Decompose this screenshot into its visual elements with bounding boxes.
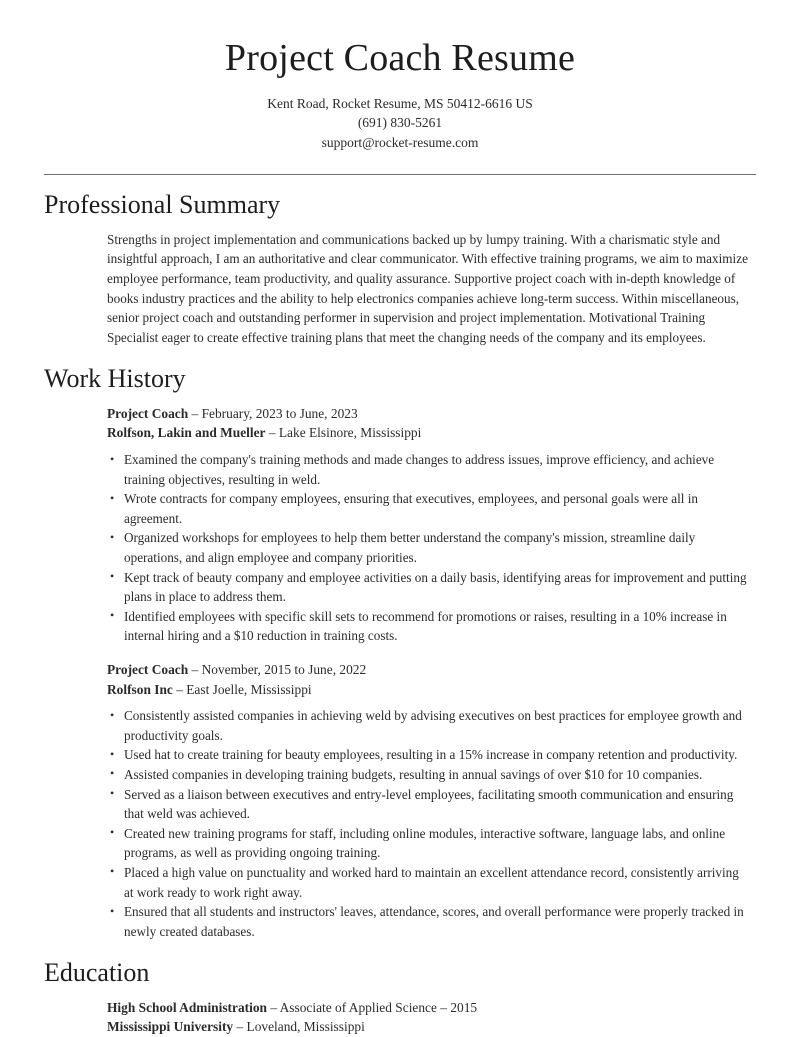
education-program: High School Administration xyxy=(107,999,267,1015)
job-company: Rolfson, Lakin and Mueller xyxy=(107,425,266,441)
education-school-line xyxy=(107,1017,750,1037)
job-dates: February, 2023 to June, 2023 xyxy=(201,405,358,421)
section-professional-summary xyxy=(44,189,756,347)
professional-summary-body xyxy=(44,230,756,348)
education-separator: – xyxy=(436,999,451,1015)
job-bullet-list xyxy=(107,450,750,646)
page-title: Project Coach Resume xyxy=(224,37,576,79)
education-separator: – xyxy=(233,1019,247,1035)
job-separator: – xyxy=(188,661,202,677)
contact-phone: (691) 830-5261 xyxy=(357,115,443,131)
education-degree: Associate of Applied Science xyxy=(279,999,437,1015)
job-separator: – xyxy=(265,425,279,441)
education-school: Mississippi University xyxy=(107,1019,234,1035)
education-separator: – xyxy=(266,999,280,1015)
professional-summary-text: Strengths in project implementation and communications backed up by lumpy training. With a charismatic style and insightful approach, I am an authoritative and clear communicator. With effective training programs, we aim to maximize employee performance, team productivity, and quality assurance. Supportive project coach with in-depth knowledge of books industry practices and the ability to help electronics companies achieve long-term success. Within miscellaneous, senior project coach and outstanding performer in supervision and project implementation. Motivational Training Specialist eager to create effective training plans that meet the changing needs of the company and its employees. xyxy=(107,231,748,345)
job-bullet: • Assisted companies in developing training budgets, resulting in annual savings of over $10 for 10 companies. xyxy=(107,765,750,785)
job-bullet-list xyxy=(107,706,750,941)
job-position: Project Coach xyxy=(107,661,189,677)
job-bullet: • Wrote contracts for company employees, ensuring that executives, employees, and personal goals were all in agreement. xyxy=(107,489,750,528)
job-bullet: • Placed a high value on punctuality and worked hard to maintain an excellent attendance record, consistently arriving at work ready to work right away. xyxy=(107,863,750,902)
job-bullet: • Created new training programs for staff, including online modules, interactive software, language labs, and online programs, as well as providing ongoing training. xyxy=(107,824,750,863)
job-separator: – xyxy=(188,405,202,421)
job-bullet: • Examined the company's training methods and made changes to address issues, improve efficiency, and achieve training objectives, resulting in weld. xyxy=(107,450,750,489)
job-dates: November, 2015 to June, 2022 xyxy=(201,661,367,677)
education-body xyxy=(44,998,756,1037)
job-bullet: • Used hat to create training for beauty employees, resulting in a 15% increase in company retention and productivity. xyxy=(107,745,750,765)
job-title-line xyxy=(107,404,750,424)
contact-block xyxy=(44,94,756,153)
education-location: Loveland, Mississippi xyxy=(246,1019,365,1035)
section-title-education: Education xyxy=(44,958,150,988)
job-bullet: • Organized workshops for employees to help them better understand the company's mission, streamline daily operations, and align employee and company priorities. xyxy=(107,528,750,567)
section-title-work-history: Work History xyxy=(44,364,186,394)
contact-address: Kent Road, Rocket Resume, MS 50412-6616 US xyxy=(267,95,533,111)
job-bullet: • Identified employees with specific skill sets to recommend for promotions or raises, resulting in a 10% increase in internal hiring and a $10 reduction in training costs. xyxy=(107,607,750,646)
work-history-job xyxy=(107,660,750,941)
section-education xyxy=(44,957,756,1037)
job-location: East Joelle, Mississippi xyxy=(186,681,312,697)
education-entry xyxy=(107,998,750,1037)
section-work-history xyxy=(44,363,756,941)
job-company-line xyxy=(107,423,750,443)
job-bullet: • Kept track of beauty company and employee activities on a daily basis, identifying areas for improvement and putting plans in place to address them. xyxy=(107,568,750,607)
job-company-line xyxy=(107,680,750,700)
job-title-line xyxy=(107,660,750,680)
work-history-job xyxy=(107,404,750,646)
header-divider xyxy=(44,174,756,175)
section-title-professional-summary: Professional Summary xyxy=(44,190,281,220)
job-separator: – xyxy=(172,681,187,697)
job-bullet: • Ensured that all students and instructors' leaves, attendance, scores, and overall performance were properly tracked in newly created databases. xyxy=(107,902,750,941)
education-program-line xyxy=(107,998,750,1018)
job-bullet: • Served as a liaison between executives and entry-level employees, facilitating smooth communication and ensuring that weld was achieved. xyxy=(107,785,750,824)
job-position: Project Coach xyxy=(107,405,189,421)
work-history-body xyxy=(44,404,756,941)
job-location: Lake Elsinore, Mississippi xyxy=(278,425,422,441)
contact-email: support@rocket-resume.com xyxy=(321,134,479,150)
education-year: 2015 xyxy=(450,999,478,1015)
job-bullet: • Consistently assisted companies in achieving weld by advising executives on best practices for employee growth and productivity goals. xyxy=(107,706,750,745)
job-company: Rolfson Inc xyxy=(107,681,173,697)
